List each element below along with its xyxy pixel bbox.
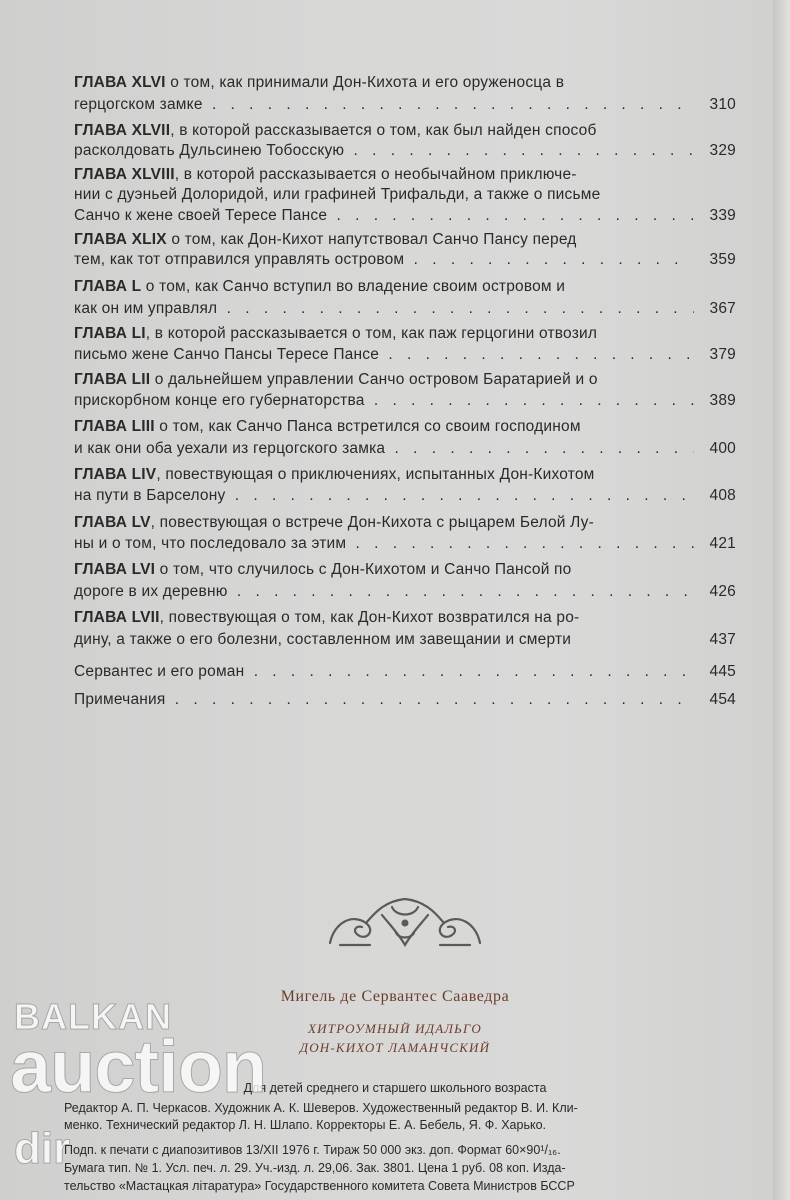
page-number: 421 — [709, 535, 736, 552]
imprint-line: Подп. к печати с диапозитивов 13/XII 1976 г. Тираж 50 000 экз. доп. Формат 60×90¹/₁₆. — [64, 1143, 561, 1157]
page-number: 359 — [709, 251, 736, 268]
toc-text: прискорбном конце его губернаторства . . . — [74, 390, 694, 412]
toc-text: , повествующая о встрече Дон-Кихота с рыцарем Белой Лу- — [150, 514, 594, 531]
imprint-line: менко. Технический редактор Л. Н. Шлапо. Корректоры Е. А. Бебель, Я. Ф. Харько. — [64, 1118, 547, 1132]
toc-text: , в которой рассказывается о необычайном приключе- — [174, 166, 577, 183]
watermark-text: BALKAN — [14, 996, 172, 1037]
chapter-label: ГЛАВА XLVIII — [74, 166, 175, 183]
toc-text: Сервантес и его роман . . . — [74, 661, 694, 683]
imprint-line: Бумага тип. № 1. Усл. печ. л. 29. Уч.-изд. л. 29,06. Зак. 3801. Цена 1 руб. 08 коп. Изда- — [64, 1161, 566, 1175]
toc-text: о том, как Санчо вступил во владение своим островом и — [145, 278, 566, 295]
toc-text: ны и о том, что последовало за этим . . . — [74, 533, 694, 555]
page-number: 426 — [709, 583, 736, 600]
toc-text: , повествующая о том, как Дон-Кихот возвратился на ро- — [159, 609, 580, 626]
chapter-label: ГЛАВА LI — [74, 325, 146, 342]
chapter-label: ГЛАВА LII — [74, 371, 151, 388]
page-number: 445 — [709, 663, 736, 680]
watermark-text: dir — [14, 1124, 71, 1173]
book-title-line: ХИТРОУМНЫЙ ИДАЛЬГО — [308, 1021, 482, 1036]
toc-text: о дальнейшем управлении Санчо островом Баратарией и о — [154, 371, 598, 388]
page-number: 310 — [709, 96, 736, 113]
chapter-label: ГЛАВА LIV — [74, 466, 157, 483]
watermark-text: auction — [10, 1025, 267, 1108]
page-number: 408 — [709, 487, 736, 504]
page-number: 379 — [709, 346, 736, 363]
chapter-label: ГЛАВА LVII — [74, 609, 160, 626]
chapter-label: ГЛАВА L — [74, 278, 142, 295]
chapter-label: ГЛАВА LIII — [74, 418, 155, 435]
chapter-label: ГЛАВА XLVII — [74, 122, 171, 139]
toc-text: письмо жене Санчо Пансы Тересе Пансе . . . — [74, 344, 694, 366]
toc-text: о том, как принимали Дон-Кихота и его оруженосца в — [170, 74, 565, 91]
page-number: 367 — [709, 300, 736, 317]
toc-text: о том, как Санчо Панса встретился со своим господином — [159, 418, 581, 435]
toc-text: на пути в Барселону . . . — [74, 485, 694, 507]
toc-text: тем, как тот отправился управлять островом . . . — [74, 249, 694, 271]
toc-text: дороге в их деревню . . . — [74, 581, 694, 603]
toc-text: герцогском замке . . . — [74, 94, 694, 116]
page-number: 400 — [709, 440, 736, 457]
toc-text: и как они оба уехали из герцогского замка . . . — [74, 438, 694, 460]
imprint-line: тельство «Мастацкая літаратура» Государственного комитета Совета Министров БССР — [64, 1179, 575, 1193]
page-number: 389 — [709, 392, 736, 409]
toc-text: Примечания . . . — [74, 689, 694, 711]
author-name: Мигель де Сервантес Сааведра — [280, 988, 510, 1005]
chapter-label: ГЛАВА XLVI — [74, 74, 166, 91]
toc-text: , в которой рассказывается о том, как был найден способ — [170, 122, 597, 139]
scroll-ornament-icon — [326, 893, 484, 951]
toc-text: , повествующая о приключениях, испытанных Дон-Кихотом — [156, 466, 595, 483]
toc-text: о том, как Дон-Кихот напутствовал Санчо Пансу перед — [171, 231, 577, 248]
chapter-label: ГЛАВА XLIX — [74, 231, 167, 248]
page-fold — [773, 0, 790, 1200]
toc-text: , в которой рассказывается о том, как паж герцогини отвозил — [145, 325, 598, 342]
page-number: 339 — [709, 207, 736, 224]
toc-text: дину, а также о его болезни, составленном им завещании и смерти — [74, 631, 572, 648]
page-number: 329 — [709, 142, 736, 159]
age-note: Для детей среднего и старшего школьного возраста — [243, 1081, 547, 1095]
toc-text: как он им управлял . . . — [74, 298, 694, 320]
toc-text: Санчо к жене своей Тересе Пансе . . . — [74, 205, 694, 227]
chapter-label: ГЛАВА LVI — [74, 561, 156, 578]
page-number: 454 — [709, 691, 736, 708]
toc-text: расколдовать Дульсинею Тобосскую . . . — [74, 140, 694, 162]
imprint-line: Редактор А. П. Черкасов. Художник А. К. Шеверов. Художественный редактор В. И. Кли- — [64, 1101, 578, 1115]
chapter-label: ГЛАВА LV — [74, 514, 151, 531]
book-title-line: ДОН-КИХОТ ЛАМАНЧСКИЙ — [299, 1040, 491, 1055]
page-number: 437 — [709, 631, 736, 648]
toc-text: о том, что случилось с Дон-Кихотом и Санчо Пансой по — [159, 561, 572, 578]
toc-text: нии с дуэньей Долоридой, или графиней Трифальди, а также о письме — [74, 186, 601, 203]
